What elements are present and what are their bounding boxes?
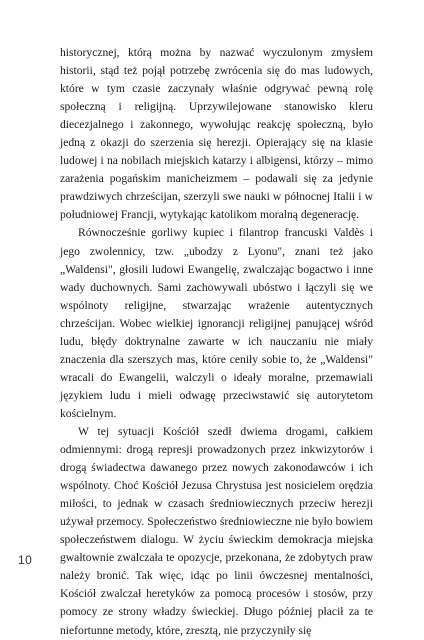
paragraph-3: W tej sytuacji Kościół szedł dwiema drogami, całkiem odmiennymi: drogą represji prowadzonych przez inkwizytorów i drogą świadectwa dawanego przez nowych zakonodawców i ich wspólnoty. Choć Kościół Jezusa Chrystusa jest nosicielem orędzia miłości, to jednak w czasach średniowiecznych przeciw herezji używał przemocy. Społeczeństwo średniowieczne nie było bowiem społeczeństwem dialogu. W życiu świeckim demokracja miejska gwałtownie zwalczała te opozycje, przekonana, że zdobytych praw należy bronić. Tak więc, idąc po linii ówczesnej mentalności, Kościół zwalczał heretyków za pomocą procesów i stosów, przy pomocy ze strony władzy świeckiej. Długo później płacił za te niefortunne metody, które, zresztą, nie przyczyniły się (60, 424, 373, 637)
body-text (60, 44, 373, 640)
paragraph-2: Równocześnie gorliwy kupiec i filantrop francuski Valdès i jego zwolennicy, tzw. „ubodzy z Lyonu", znani też jako „Waldensi", głosili ludowi Ewangelię, zwalczając bogactwo i inne wady duchownych. Sami zachowywali ubóstwo i łączyli się we wspólnoty religijne, stwarzając wrażenie autentycznych chrześcijan. Wobec wielkiej ignorancji religijnej panującej wśród ludu, błędy doktrynalne zawarte w ich nauczaniu nie miały znaczenia dla szerszych mas, które ceniły sobie to, że „Waldensi" wracali do Ewangelii, walczyli o ideały moralne, przemawiali językiem ludu i mieli odwagę przeciwstawić się autorytetom kościelnym. (60, 226, 373, 420)
paragraph-1: historycznej, którą można by nazwać wyczulonym zmysłem historii, stąd też pojął potrzebę zwrócenia się do mas ludowych, które w tym czasie zaczynały właśnie odgrywać pewną rolę społeczną i religijną. Uprzywilejowane stanowisko kleru diecezjalnego i zakonnego, wywołując reakcję społeczną, było jedną z okazji do szerzenia się herezji. Opierający się na klasie ludowej i na nobilach miejskich katarzy i albigensi, którzy – mimo zarażenia pogańskim manicheizmem – podawali się za jedynie prawdziwych chrześcijan, szerzyli swe nauki w północnej Italii i w południowej Francji, wytykając katolikom moralną degenerację. (60, 46, 373, 222)
page-number: 10 (18, 553, 33, 567)
